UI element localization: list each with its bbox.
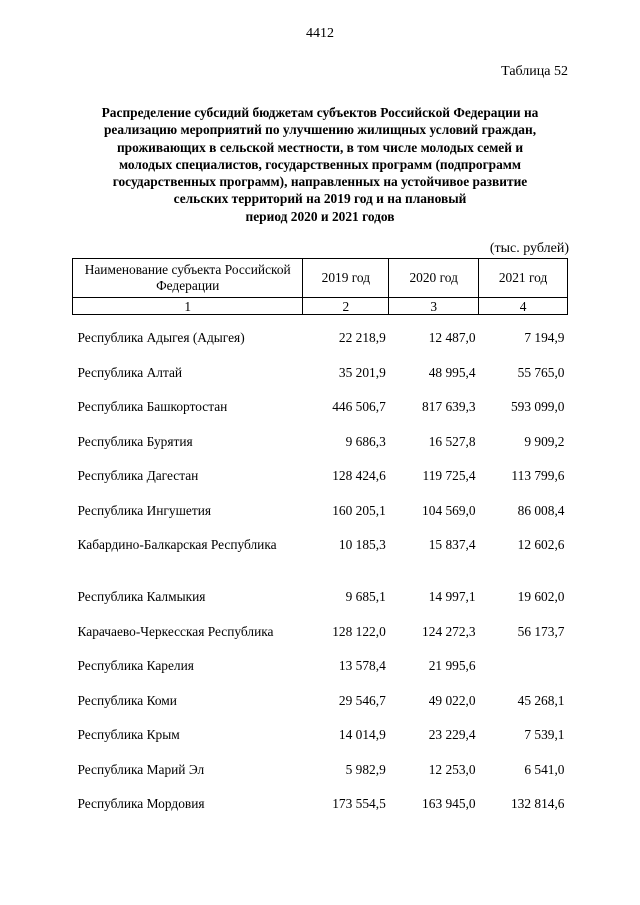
region-name: Республика Адыгея (Адыгея) [77, 330, 245, 345]
title-line: реализацию мероприятий по улучшению жилищных условий граждан, [103, 122, 537, 138]
value-2019: 13 578,4 [338, 658, 386, 673]
value-2021: 7 539,1 [524, 727, 565, 742]
table-row [73, 692, 568, 727]
region-name: Республика Крым [77, 727, 180, 742]
value-2019: 14 014,9 [338, 727, 386, 742]
region-name: Республика Мордовия [77, 796, 205, 811]
value-2020: 49 022,0 [428, 692, 476, 708]
table-row [73, 433, 568, 468]
region-name: Карачаево-Черкесская Республика [77, 623, 274, 639]
region-name: Республика Калмыкия [77, 589, 206, 604]
value-2020: 16 527,8 [428, 433, 476, 449]
region-name: Республика Дагестан [77, 468, 199, 483]
value-2019: 22 218,9 [338, 330, 386, 345]
title-line: молодых специалистов, государственных программ (подпрограмм [118, 156, 522, 172]
region-name: Республика Бурятия [77, 433, 193, 449]
value-2020: 119 725,4 [422, 468, 476, 483]
value-2019: 160 205,1 [332, 502, 386, 518]
column-number: 3 [389, 298, 479, 315]
value-2020: 163 945,0 [422, 796, 476, 811]
column-number: 1 [73, 298, 303, 315]
table-row [73, 657, 568, 692]
title-line: Распределение субсидий бюджетам субъектов Российской Федерации на [101, 105, 539, 120]
table-row [73, 467, 568, 502]
table-header-row [73, 259, 568, 298]
value-2021: 55 765,0 [517, 364, 565, 380]
value-2020: 21 995,6 [428, 658, 476, 673]
table-label: Таблица 52 [501, 64, 568, 79]
region-name: Республика Алтай [77, 364, 183, 380]
value-2020: 104 569,0 [422, 502, 476, 518]
value-2020: 12 253,0 [428, 761, 476, 777]
table-row [73, 536, 568, 588]
column-number: 2 [303, 298, 389, 315]
value-2021: 132 814,6 [510, 796, 565, 811]
value-2021: 45 268,1 [517, 692, 565, 708]
value-2020: 817 639,3 [422, 399, 476, 414]
region-name: Республика Башкортостан [77, 399, 228, 414]
value-2019: 128 424,6 [332, 468, 386, 483]
header-2019: 2019 год [303, 259, 389, 298]
page-number: 4412 [306, 26, 334, 41]
value-2019: 29 546,7 [338, 692, 386, 708]
table-row [73, 761, 568, 796]
column-number-row [73, 298, 568, 315]
region-name: Кабардино-Балкарская Республика [77, 537, 277, 552]
value-2021: 56 173,7 [517, 623, 565, 639]
title-line: проживающих в сельской местности, в том числе молодых семей и [116, 139, 524, 155]
table-row [73, 726, 568, 761]
value-2019: 173 554,5 [332, 796, 386, 811]
value-2020: 124 272,3 [422, 623, 476, 639]
region-name: Республика Коми [77, 692, 177, 708]
value-2019: 9 685,1 [345, 589, 386, 604]
value-2019: 128 122,0 [332, 623, 386, 639]
table-row [73, 364, 568, 399]
title-line: сельских территорий на 2019 год и на плановый [173, 191, 467, 207]
value-2021: 113 799,6 [511, 468, 565, 483]
value-2019: 35 201,9 [338, 364, 386, 380]
units-note: (тыс. рублей) [489, 241, 569, 256]
table-row [73, 329, 568, 364]
value-2021: 19 602,0 [517, 589, 565, 604]
value-2021 [479, 657, 568, 692]
header-2020: 2020 год [389, 259, 479, 298]
column-number: 4 [479, 298, 568, 315]
region-name: Республика Марий Эл [77, 761, 205, 777]
header-region-name: Наименование субъекта Российской Федерации [73, 259, 303, 298]
value-2021: 9 909,2 [524, 433, 565, 449]
value-2020: 48 995,4 [428, 364, 476, 380]
value-2019: 446 506,7 [332, 399, 386, 414]
subsidy-table [72, 258, 568, 830]
document-title [70, 104, 570, 225]
value-2019: 5 982,9 [345, 761, 386, 777]
region-name: Республика Карелия [77, 658, 194, 673]
value-2021: 6 541,0 [524, 761, 565, 777]
table-row [73, 502, 568, 537]
region-name: Республика Ингушетия [77, 502, 212, 518]
value-2020: 14 997,1 [428, 589, 476, 604]
table-row [73, 588, 568, 623]
table-row [73, 795, 568, 830]
value-2020: 15 837,4 [428, 537, 476, 552]
value-2020: 12 487,0 [428, 330, 476, 345]
table-row [73, 398, 568, 433]
table-row [73, 623, 568, 658]
header-2021: 2021 год [479, 259, 568, 298]
value-2019: 9 686,3 [345, 433, 386, 449]
title-line: период 2020 и 2021 годов [245, 208, 395, 224]
value-2019: 10 185,3 [338, 537, 386, 552]
value-2021: 7 194,9 [524, 330, 565, 345]
value-2021: 86 008,4 [517, 502, 565, 518]
value-2021: 593 099,0 [510, 399, 565, 414]
value-2021: 12 602,6 [517, 537, 565, 552]
value-2020: 23 229,4 [428, 727, 476, 742]
title-line: государственных программ), направленных на устойчивое развитие [112, 174, 528, 190]
